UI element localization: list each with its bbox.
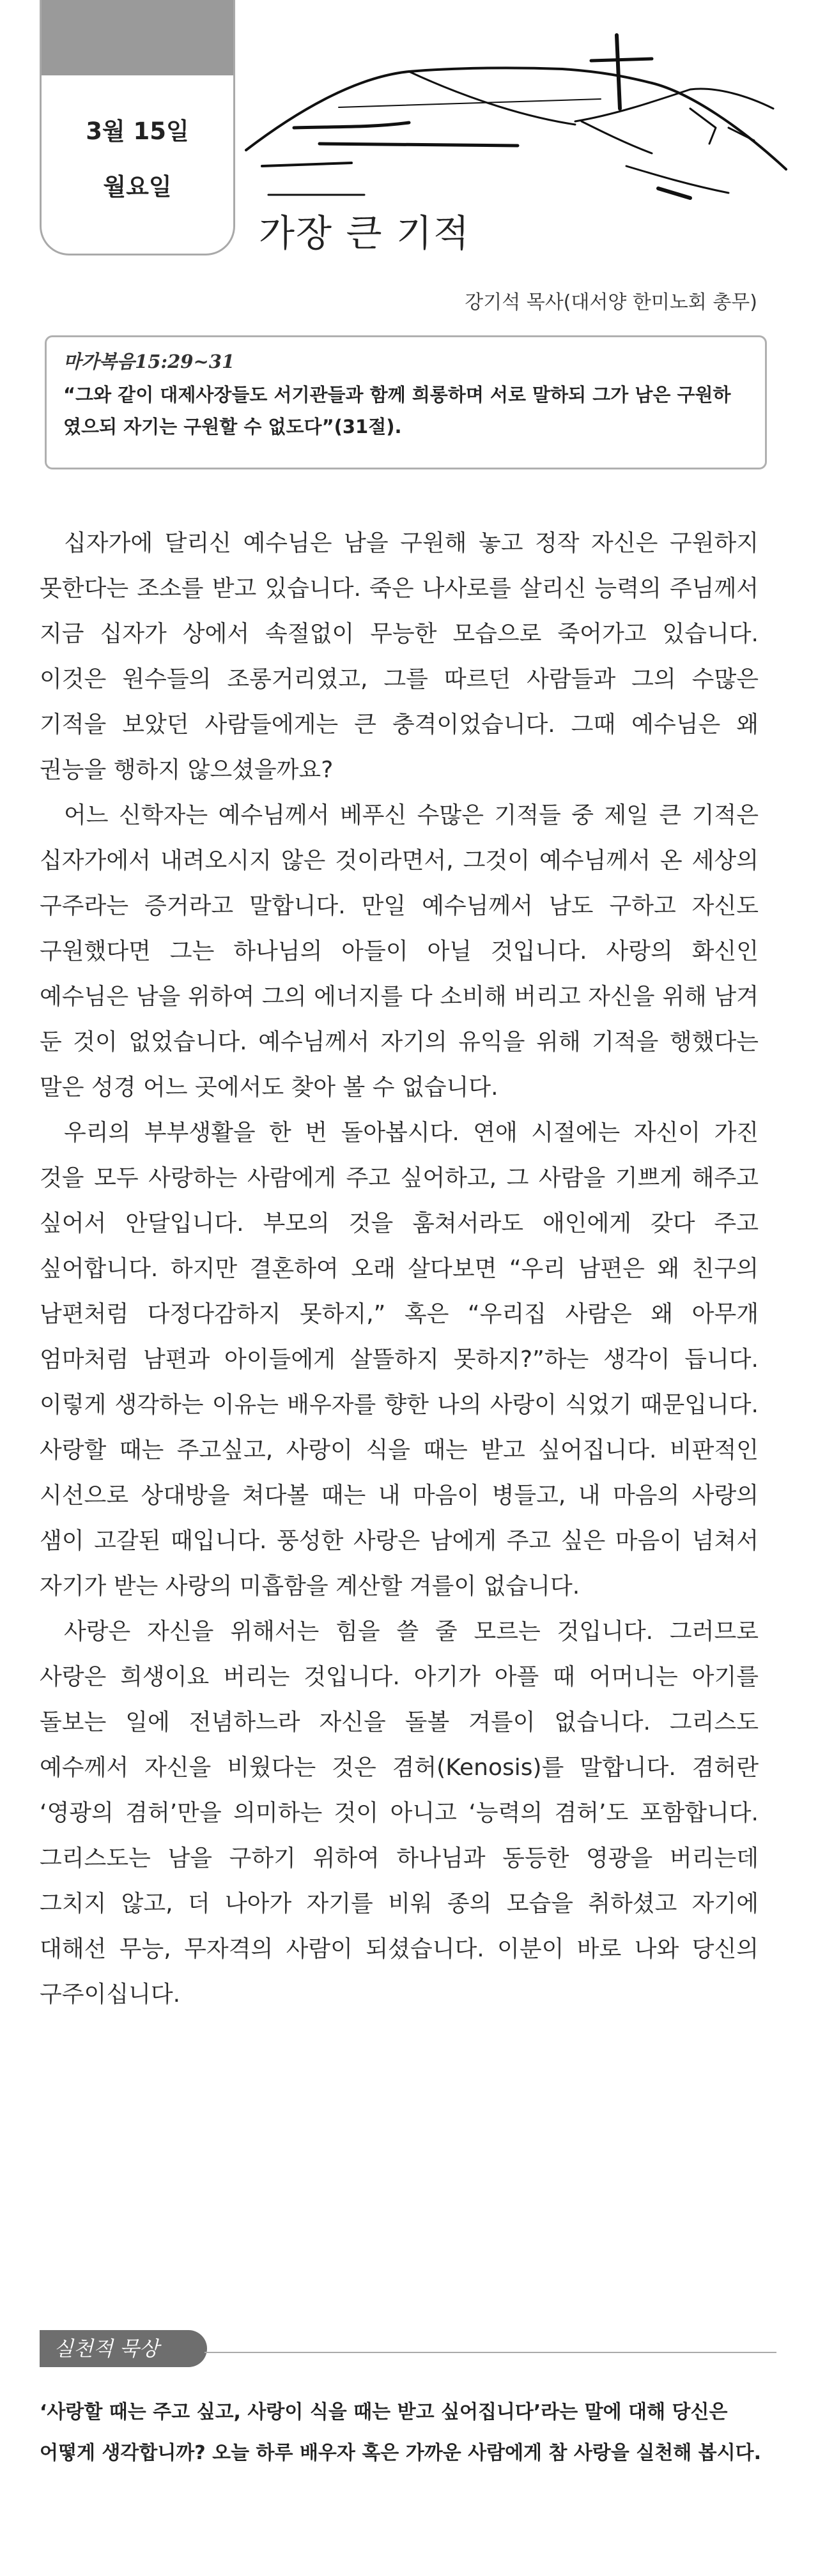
practice-meditation-label: 실천적 묵상: [40, 2330, 207, 2367]
practice-meditation-text: ‘사랑할 때는 주고 싶고, 사랑이 식을 때는 받고 싶어집니다’라는 말에 대해 당신은 어떻게 생각합니까? 오늘 하루 배우자 혹은 가까운 사람에게 참 사랑을 실천해 봅시다.: [40, 2401, 762, 2464]
date-tab: [40, 0, 235, 255]
scripture-reference: 마가복음15:29~31: [63, 351, 235, 372]
date-tab-header: [42, 0, 233, 75]
page-title: 가장 큰 기적: [259, 211, 471, 255]
scripture-box: [45, 335, 767, 469]
body-paragraph: 십자가에 달리신 예수님은 남을 구원해 놓고 정작 자신은 구원하지 못한다는 조소를 받고 있습니다. 죽은 나사로를 살리신 능력의 주님께서 지금 십자가 상에서 속절없이 무능한 모습으로 죽어가고 있습니다. 이것은 원수들의 조롱거리였고, 그를 따르던 사람들과 그의 수많은 기적을 보았던 사람들에게는 큰 충격이었습니다. 그때 예수님은 왜 권능을 행하지 않으셨을까요?: [40, 530, 759, 783]
calvary-sketch-illustration: [243, 32, 792, 224]
practice-divider: [204, 2352, 776, 2353]
date-day: 3월 15일: [86, 118, 189, 145]
body-paragraph: 사랑은 자신을 위해서는 힘을 쓸 줄 모르는 것입니다. 그러므로 사랑은 희생이요 버리는 것입니다. 아기가 아플 때 어머니는 아기를 돌보는 일에 전념하느라 자신을 돌볼 겨를이 없습니다. 그리스도 예수께서 자신을 비웠다는 것은 겸허(Kenosis)를 말합니다. 겸허란 ‘영광의 겸허’만을 의미하는 것이 아니고 ‘능력의 겸허’도 포함합니다. 그리스도는 남을 구하기 위하여 하나님과 동등한 영광을 버리는데 그치지 않고, 더 나아가 자기를 비워 종의 모습을 취하셨고 자기에 대해선 무능, 무자격의 사람이 되셨습니다. 이분이 바로 나와 당신의 구주이십니다.: [40, 1619, 759, 2008]
sermon-body: [40, 521, 759, 2017]
author: 강기석 목사(대서양 한미노회 총무): [465, 291, 757, 314]
scripture-text: “그와 같이 대제사장들도 서기관들과 함께 희롱하며 서로 말하되 그가 남은 구원하였으되 자기는 구원할 수 없도다”(31절).: [63, 384, 731, 438]
date-weekday: 월요일: [103, 173, 172, 201]
body-paragraph: 어느 신학자는 예수님께서 베푸신 수많은 기적들 중 제일 큰 기적은 십자가에서 내려오시지 않은 것이라면서, 그것이 예수님께서 온 세상의 구주라는 증거라고 말합니다. 만일 예수님께서 남도 구하고 자신도 구원했다면 그는 하나님의 아들이 아닐 것입니다. 사랑의 화신인 예수님은 남을 위하여 그의 에너지를 다 소비해 버리고 자신을 위해 남겨 둔 것이 없었습니다. 예수님께서 자기의 유익을 위해 기적을 행했다는 말은 성경 어느 곳에서도 찾아 볼 수 없습니다.: [40, 802, 759, 1101]
body-paragraph: 우리의 부부생활을 한 번 돌아봅시다. 연애 시절에는 자신이 가진 것을 모두 사랑하는 사람에게 주고 싶어하고, 그 사람을 기쁘게 해주고 싶어서 안달입니다. 부모의 것을 훔쳐서라도 애인에게 갖다 주고 싶어합니다. 하지만 결혼하여 오래 살다보면 “우리 남편은 왜 친구의 남편처럼 다정다감하지 못하지,” 혹은 “우리집 사람은 왜 아무개 엄마처럼 남편과 아이들에게 살뜰하지 못하지?”하는 생각이 듭니다. 이렇게 생각하는 이유는 배우자를 향한 나의 사랑이 식었기 때문입니다. 사랑할 때는 주고싶고, 사랑이 식을 때는 받고 싶어집니다. 비판적인 시선으로 상대방을 쳐다볼 때는 내 마음이 병들고, 내 마음의 사랑의 샘이 고갈된 때입니다. 풍성한 사랑은 남에게 주고 싶은 마음이 넘쳐서 자기가 받는 사랑의 미흡함을 계산할 겨를이 없습니다.: [40, 1120, 759, 1599]
